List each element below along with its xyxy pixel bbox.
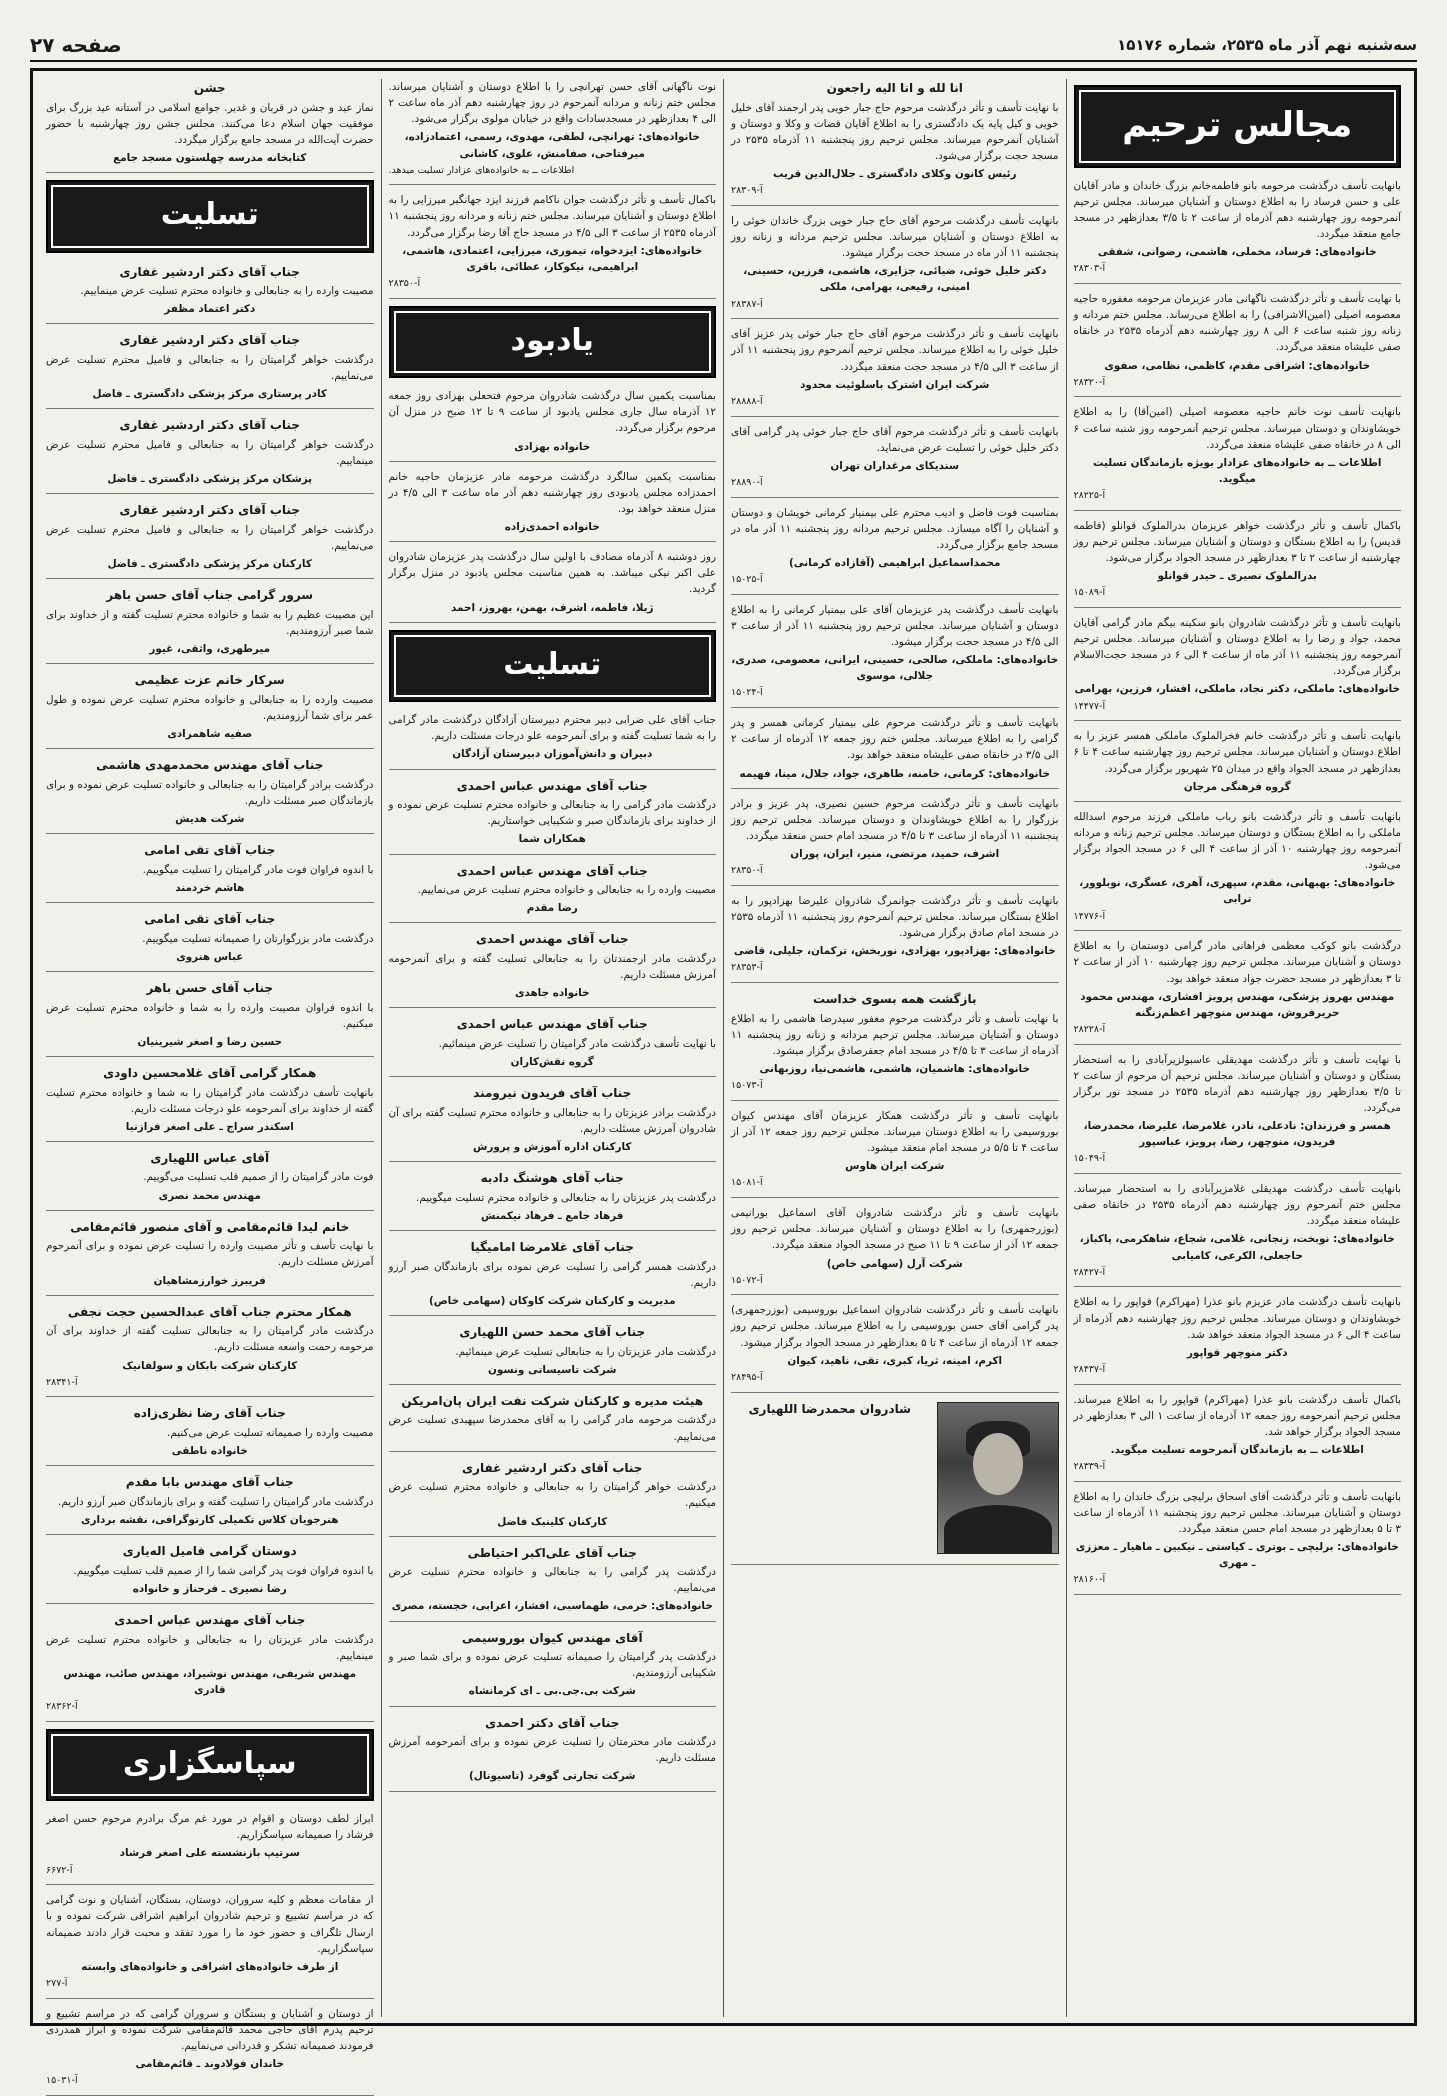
notice-body: بانهایت تأسف و تأثر درگذشت مرحوم آقای حاج جبار خوئی پدر گرامی آقای دکتر خلیل خوئی را تسلیت عرض می‌نماید. [731, 425, 1059, 454]
notice-signature: اشرف، حمید، مرتضی، منیر، ایران، پوران [790, 848, 1000, 861]
notice-body: این مصیبت عظیم را به شما و خانواده محترم تسلیت گفته و از خداوند برای شما صبر آرزومندیم. [46, 608, 374, 638]
notice-body: درگذشت مادر عزیزتان را به جنابعالی و خانواده محترم تسلیت عرض مینماییم. [46, 1633, 374, 1662]
banner-tasliat-1: تسلیت [46, 180, 374, 253]
notice-signature: خانواده‌های: ماملکی، صالحی، حسینی، ایرانی، معصومی، صدری، جلالی، موسوی [731, 654, 1059, 683]
notice-heading: جناب آقای تقی امامی [144, 912, 276, 927]
notice-code: آ-۲۸۸۸۸ [731, 395, 763, 407]
notice-signature: شرکت تاسیساتی ونسون [488, 1363, 617, 1376]
notice-body: با نهایت تأسف و تأثر درگذشت مهدیقلی عاسبولزیرآبادی را به استحضار بستگان و دوستان و آشنایان میرساند. مجلس ترحیم آن مرحوم از ساعت ۲ تا ۳/۵ بعدازظهر روز چهارشنبه دهم آذرماه ۲۵۳۵ در مسجد نور برگزار می‌گردد. [1073, 1053, 1401, 1114]
column-4 [39, 79, 381, 2087]
banner-tasliat-2: تسلیت [389, 630, 717, 703]
notice-code: آ-۱۵۰۲۴ [731, 687, 763, 699]
notice [731, 326, 1059, 416]
notice-signature: گروه نقش‌کاران [510, 1056, 594, 1069]
notice-body: درگذشت مرحومه مادر گرامی را به آقای محمدرضا سپهبدی تسلیت عرض می‌نماییم. [388, 1414, 716, 1443]
notice-signature: دکتر منوچهر قواپور [1186, 1346, 1288, 1359]
notice-body: بانهایت تأسف و تأثر درگذشت آقای اسحاق برلیچی بزرگ خاندان را به اطلاع دوستان و آشنایان میرساند. مجلس ترحیم روز پنجشنبه ۱۱ آذرماه از ساعت ۳ تا ۵ بعدازظهر در مسجد امام حسن منعقد میگردد. [1073, 1490, 1401, 1536]
notice-body: با اندوه فراوان مصیبت وارده را به شما و خانواده محترم تسلیت عرض میکنیم. [46, 1001, 374, 1030]
notice-heading: جناب آقای رضا نظری‌زاده [133, 1406, 286, 1421]
notice-heading: جناب آقای دکتر اردشیر غفاری [119, 418, 300, 433]
notice-body: با نهایت تأسف و تأثر مصیبت وارده را تسلیت عرض نموده و برای آنمرحوم آمرزش مسئلت داریم. [46, 1240, 374, 1269]
notice-body: بمناسبت یکمین سال درگذشت شادروان مرحوم فتحعلی بهزادی روز جمعه ۱۲ آذرماه سال جاری مجلس یادبود از ساعت ۹ تا ۱۲ صبح در منزل آن مرحوم برگزار می‌گردد. [388, 390, 716, 435]
notice-body: بانهایت تأسف نوت خانم حاجیه معصومه اصیلی (امین‌آقا) را به اطلاع خویشاوندان و دوستان میرساند. مجلس ترحیم آنمرحومه روز شنبه ساعت ۶ الی ۸ در خانقاه صفی علیشاه منعقد می‌گردد. [1073, 406, 1401, 451]
notice-body: بانهایت تأسف و تأثر درگذشت شادروان اسماعیل بوروسیمی (بوزرجمهری) پدر گرامی آقای حسن بوروسیمی را به اطلاع میرساند. مجلس ترحیم روز جمعه ۱۲ آذرماه از ساعت ۴ تا ۵ بعدازظهر در مسجد الجواد برگزار میشود. [731, 1304, 1059, 1349]
notice-signature: خانواده جاهدی [514, 987, 590, 1000]
notice-body: بانهایت تأسف درگذشت مرحوم آقای حاج جبار خویی بزرگ خاندان خوئی را به اطلاع دوستان و آشنایان میرساند. مجلس ترحیم مردانه و زنانه روز پنجشنبه ۱۱ آذر ماه در مسجد حجت برگزار میشود. [731, 214, 1059, 260]
notice-body: درگذشت پدر عزیزتان را به جنابعالی و خانواده محترم تسلیت میگوییم. [416, 1191, 716, 1204]
notice-heading: جناب آقای هوشنگ دادبه [480, 1171, 624, 1186]
notice-code: آ-۲۸۳۲۰ [1073, 376, 1106, 388]
notice-code: آ-۱۵۰۸۹ [1073, 587, 1106, 599]
notice-body: درگذشت مادر گرامی را به جنابعالی و خانواده محترم تسلیت عرض نموده و از خداوند برای بازماندگان صبر و شکیبایی خواستاریم. [388, 799, 716, 828]
notice [731, 1108, 1059, 1198]
notice-body: درگذشت خواهر گرامیتان را به جنابعالی و فامیل محترم تسلیت عرض می‌نماییم. [46, 354, 374, 383]
notice-heading: هیئت مدیره و کارکنان شرکت نفت ایران پان‌امریکن [401, 1393, 704, 1408]
notice [1074, 1392, 1402, 1482]
notice-body: درگذشت پدر گرامیتان را صمیمانه تسلیت عرض نموده و برای شما صبر و شکیبایی آرزومندیم. [388, 1651, 716, 1680]
notice [389, 469, 717, 543]
notice-body: از مقامات معظم و کلیه سروران، دوستان، بستگان، آشنایان و نوت گرامی که در مراسم تشییع و ترحیم شادروان ابراهیم اشراقی شرکت نموده و با ارسال تلگراف و حضور خود ما را مورد تفقد و محبت قرار دادند صمیمانه سپاسگزاریم. [46, 1894, 374, 1955]
notice-body: بانهایت تأسف و تأثر درگذشت مرحوم حسین نصیری، پدر عزیز و برادر بزرگوار را به اطلاع خویشاوندان و دوستان میرساند. مجلس ترحیم روز پنجشنبه ۱۱ آذرماه از ساعت ۳ تا ۴/۵ در مسجد امام حسن منعقد میگردد. [731, 797, 1059, 842]
notice [46, 501, 374, 579]
notice-body: درگذشت برادر گرامیتان را به جنابعالی و خانواده تسلیت عرض نموده و برای بازماندگان صبر مسئلت داریم. [46, 778, 374, 807]
notice-body: ابراز لطف دوستان و اقوام در مورد غم مرگ برادرم مرحوم حسن اصغر فرشاد را صمیمانه سپاسگزاریم. [46, 1813, 374, 1842]
notice [731, 213, 1059, 319]
notice-code: آ-۲۸۳۴۱ [46, 1376, 78, 1388]
notice-body: بانهایت تأسف و تأثر درگذشت شادروان بانو سکینه بیگم مادر گرامی آقایان محمد، جواد و رضا را به اطلاع دوستان و آشنایان میرساند. مجلس ترحیم آنمرحومه روز پنجشنبه ۱۱ آذر ماه از ساعت ۴ الی ۶ در مسجد حجت‌الاسلام برگزار می‌گردد. [1073, 616, 1401, 678]
notice-code: آ-۲۸۲۲۸ [1073, 1023, 1106, 1035]
notice [1074, 518, 1402, 608]
notice-heading: جناب آقای مهندس محمدمهدی هاشمی [96, 758, 324, 773]
notice-body: درگذشت خواهر گرامیتان را به جنابعالی و فامیل محترم تسلیت عرض می‌نماییم. [46, 523, 374, 553]
notice-signature: خانواده‌های: ایزدخواه، تیموری، میرزایی، اعتمادی، هاشمی، ابراهیمی، نیکوکار، عطائی، باقری [402, 244, 703, 273]
notice [46, 979, 374, 1057]
notice-heading: جناب آقای علی‌اکبر احتیاطی [467, 1545, 637, 1560]
notice [46, 1218, 374, 1296]
notice [389, 1323, 717, 1385]
notice-signature: میرطهری، واثقی، غیور [149, 643, 271, 656]
notice-heading: انا لله و انا الیه راجعون [826, 81, 963, 95]
col4-part-c [46, 1811, 374, 2096]
notice-signature: سندیکای مرغداران تهران [830, 459, 960, 472]
notice-signature: خانواده‌های: تهرانچی، لطفی، مهدوی، رسمی، اعتمادزاده، میرفتاحی، صفامنش، علوی، کاشانی [404, 131, 700, 160]
notice-body: فوت مادر گرامیتان را از صمیم قلب تسلیت می‌گوییم. [143, 1171, 374, 1184]
notice-signature: اطلاعات ــ به بازماندگان آنمرحومه تسلیت میگوید. [1110, 1444, 1364, 1456]
notice-heading: همکار محترم جناب آقای عبدالحسین حجت نجفی [67, 1304, 352, 1319]
notice-signature: کارکنان کلینیک فاضل [497, 1515, 608, 1528]
notice [46, 1892, 374, 1998]
notice-heading: همکار گرامی آقای غلامحسین داودی [103, 1065, 317, 1080]
notice [46, 910, 374, 972]
photo-caption: شادروان محمدرضا اللهیاری [748, 1401, 911, 1416]
page-number: صفحه ۲۷ [30, 33, 122, 57]
notice-code: آ-۲۸۳۸۷ [731, 298, 763, 310]
notice [46, 331, 374, 409]
notice-body: بانهایت تأسف درگذشت مرحومه بانو فاطمه‌خانم بزرگ خاندان و مادر آقایان علی و حسن فرساد را به اطلاع دوستان و آشنایان میرساند. مجلس ترحیم آنمرحومه روز چهارشنبه دهم آذرماه از ساعت ۲ تا ۳/۵ بعدازظهر در مسجد جامع منعقد میگردد. [1073, 179, 1401, 241]
notice-heading: جناب آقای مهندس بابا مقدم [125, 1475, 294, 1490]
notice-signature: حسین رضا و اصغر شیرینیان [137, 1035, 282, 1048]
notice-signature: فرهاد جامع ـ فرهاد نیکمنش [481, 1209, 624, 1222]
notice-heading: سرور گرامی جناب آقای حسن باهر [106, 588, 314, 603]
notice [731, 715, 1059, 789]
notice-body: بانهایت تأسف درگذشت مادر عزیزم بانو عذرا (مهراکرم) قواپور را به اطلاع خویشاوندان و دوستان میرساند. مجلس ترحیم روز چهارشنبه دهم آذرماه از ساعت ۴ الی ۶ در مسجد الجواد منعقد خواهد شد. [1073, 1296, 1401, 1341]
notice-body: با نهایت تأسف درگذشت مادر گرامیتان را تسلیت عرض مینمائیم. [438, 1037, 716, 1050]
notice-signature: هنرجویان کلاس تکمیلی کارتوگرافی، نقشه برداری [80, 1513, 339, 1526]
notice-signature: شرکت ایران هاوس [845, 1160, 945, 1173]
notice-heading: جناب آقای مهندس عباس احمدی [456, 863, 648, 878]
notice-body: بمناسبت فوت فاضل و ادیب محترم علی بیمنیار کرمانی خویشان و دوستان و آشنایان را آگاه میسازد. مجلس ترحیم مردانه روز پنجشنبه ۱۱ آذر ماه در مسجد جامع برگزار می‌گردد. [731, 506, 1059, 551]
notice [731, 796, 1059, 886]
notice-signature: خانواده‌های: اشراقی مقدم، کاظمی، نظامی، صفوی [1104, 359, 1371, 372]
notice [731, 1205, 1059, 1295]
notice-signature: کادر پرستاری مرکز پزشکی دادگستری ـ فاضل [92, 388, 327, 401]
notice-heading: جناب آقای دکتر اردشیر غفاری [119, 503, 300, 518]
page-frame [30, 68, 1417, 2087]
notice-heading: جناب آقای دکتر احمدی [485, 1715, 620, 1730]
notice [46, 1149, 374, 1211]
banner-yadbood: یادبود [389, 306, 717, 379]
col4-part-a [46, 79, 374, 173]
notice-body: بانهایت تأسف و تأثر درگذشت شادروان آقای اسماعیل بورانیمی (بوزرجمهری) را به اطلاع دوستان و آشنایان میرساند. مجلس ترحیم روز جمعه ۱۲ آذر از ساعت ۹ تا ۱۱ صبح در مسجد الجواد منعقد میگردد. [731, 1207, 1059, 1252]
notice-body: باکمال تأسف و تأثر درگذشت جوان ناکامم فرزند ایزد جهانگیر میرزایی را به اطلاع دوستان و آشنایان میرساند. مجلس ختم زنانه و مردانه روز پنجشنبه ۱۱ آذرماه ۲۵۳۵ از ساعت ۳ الی ۴/۵ در مسجد حاج آقا رضا برگزار می‌گردد. [388, 194, 716, 239]
notice-signature: مهندس بهروز پزشکی، مهندس پرویز افشاری، مهندس محمود حریرفروش، مهندس منوچهر اعظم‌زنگنه [1080, 990, 1395, 1019]
notice [1074, 728, 1402, 802]
notice-code: آ-۱۴۴۷۷ [1073, 700, 1106, 712]
notice-body: با نهایت تأسف و تأثر درگذشت مرحوم مغفور سیدرضا هاشمی را به اطلاع دوستان و آشنایان میرساند. مجلس ترحیم مردانه و زنانه روز پنجشنبه ۱۱ آذرماه از ساعت ۳ تا ۴/۵ در مسجد امام جعفرصادق برگزار میشود. [731, 1012, 1059, 1057]
notice-heading: جناب آقای فریدون نیرومند [473, 1086, 632, 1101]
notice-code: آ-۲۸۴۹۵ [731, 1371, 763, 1383]
notice [389, 930, 717, 1008]
notice-signature: دکتر اعتماد مظفر [164, 303, 256, 316]
notice-code: آ-۱۵۰۲۵ [731, 574, 763, 586]
notice-body: از دوستان و آشنایان و بستگان و سروران گرامی که در مراسم تشییع و ترحیم پدرم آقای حاجی محمد قائم‌مقامی شرکت نموده و ابراز همدردی فرمودند صمیمانه تشکر و قدردانی می‌نماییم. [46, 2007, 374, 2052]
notice [46, 586, 374, 664]
notice [46, 841, 374, 903]
notice-code: آ-۱۵۰۴۹ [1073, 1153, 1106, 1165]
notice-signature: خانواده‌های: خرمی، طهماسبی، افشار، اعرابی، خجسته، مصری [391, 1600, 713, 1613]
notice-heading: جناب آقای تقی امامی [144, 843, 276, 858]
notice-heading: جناب آقای غلامرضا امامیگیا [470, 1240, 634, 1254]
notice-code: آ-۲۸۴۳۷ [1073, 1363, 1106, 1375]
notice [731, 602, 1059, 708]
notice-signature: شرکت هدیش [175, 813, 245, 826]
notice [1074, 1294, 1402, 1384]
notice-code: آ-۲۸۳۵۳ [731, 962, 763, 974]
notice-code: آ-۲۸۴۲۷ [1073, 1266, 1106, 1278]
col3-part-c [389, 712, 717, 1791]
notice-code: آ-۲۸۳۶۲ [46, 1701, 78, 1712]
notice-body: با اندوه فراوان فوت پدر گرامی شما را از صمیم قلب تسلیت میگوییم. [73, 1564, 374, 1577]
notice-body: بانهایت تأسف و تأثر درگذشت جوانمرگ شادروان علیرضا بهزادپور را به اطلاع بستگان میرساند. مجلس ترحیم آنمرحوم روز پنجشنبه ۱۱ آذرماه ۲۵۳۵ در مسجد امام صادق برگزار می‌شود. [731, 894, 1059, 940]
col3-part-a [389, 79, 717, 299]
notice-signature: ژیلا، فاطمه، اشرف، بهمن، بهروز، احمد [451, 601, 654, 614]
notice-body: درگذشت مادر گرامیتان را تسلیت گفته و برای بازماندگان صبر آرزو داریم. [58, 1495, 374, 1508]
notice [1074, 1181, 1402, 1287]
notice-signature: خانواده‌های: ماملکی، دکتر نجاد، ماملکی، افشار، فرزین، بهرامی [1074, 683, 1401, 696]
notice-heading: جناب آقای مهندس عباس احمدی [114, 1612, 306, 1627]
notice [389, 862, 717, 924]
notice-signature: محمداسماعیل ابراهیمی (آقازاده کرمانی) [789, 556, 1001, 569]
notice-signature: خاندان فولادوند ـ قائم‌مقامی [135, 2058, 284, 2071]
notice [389, 79, 717, 185]
notice [731, 893, 1059, 983]
notice-signature: مهندس شریفی، مهندس نوشیراد، مهندس صائب، مهندس قادری [63, 1667, 357, 1696]
notice-body: بانهایت تأسف و تأثر درگذشت خانم فخرالملوک ماملکی همسر عزیز را به اطلاع دوستان و آشنایان میرساند. مجلس ترحیم روز چهارشنبه ساعت ۴ تا ۶ بعدازظهر در مسجد الجواد واقع در میدان ۲۵ شهریور برگزار می‌گردد. [1073, 730, 1401, 775]
notice-code: آ-۱۵۰۷۳ [731, 1080, 763, 1092]
notice-signature: خانواده‌های: برلیچی ـ بوتری ـ کیاستی ـ نیکبین ـ ماهیار ـ معززی ـ مهری [1075, 1541, 1399, 1570]
notice-body: بانهایت تأسف درگذشت مهدیقلی غلامزیرآبادی را به استحضار میرساند. مجلس ختم آنمرحوم روز چهارشنبه دهم آذرماه ۲۵۳۵ در خانقاه صفی علیشاه منعقد میگردد. [1073, 1183, 1402, 1228]
notice-signature: خانواده ناطقی [171, 1445, 248, 1458]
notice-body: باکمال تأسف درگذشت بانو عذرا (مهراکرم) قواپور را به اطلاع میرساند. مجلس ترحیم آنمرحومه روز جمعه ۱۲ آذرماه از ساعت ۱ الی ۳ بعدازظهر در مسجد الجواد برگزار خواهد شد. [1073, 1393, 1402, 1438]
notice-body: بانهایت تأسف و تأثر درگذشت مرحوم علی بیمنیار کرمانی همسر و پدر گرامی را به اطلاع میرساند. مجلس ختم روز جمعه ۱۲ آذرماه از ساعت ۲ الی ۳/۵ در خانقاه صفی علیشاه منعقد خواهد بود. [731, 717, 1059, 762]
notice-body: درگذشت مادر محترمتان را تسلیت عرض نموده و برای آنمرحومه آمرزش مسئلت داریم. [388, 1736, 716, 1765]
notice-signature: گروه فرهنگی مرجان [1183, 780, 1291, 793]
notice [389, 1169, 717, 1231]
notice-signature: کارکنان شرکت بابکان و سولفانیک [122, 1359, 298, 1372]
notice [731, 424, 1059, 498]
notice-body: مصیبت وارده را صمیمانه تسلیت عرض می‌کنیم. [167, 1426, 374, 1439]
notice-signature: کارکنان مرکز پزشکی دادگستری ـ فاضل [107, 558, 312, 571]
notice-heading: بازگشت همه بسوی خداست [813, 992, 977, 1007]
col2-notices [731, 79, 1059, 1393]
column-2 [723, 79, 1066, 2017]
notice [389, 1459, 717, 1537]
notice-signature: اطلاعات ــ به خانواده‌های عزادار بویژه بازماندگان تسلیت میگوید. [1093, 456, 1382, 485]
notice-code: اطلاعات ــ به خانواده‌های عزادار تسلیت میدهد. [388, 164, 575, 176]
notice-body: درگذشت مادر گرامیتان را به جنابعالی تسلیت گفته از خداوند برای آن مرحومه رحمت واسعه مسئلت داریم. [46, 1325, 374, 1354]
notice-heading: جشن [193, 81, 226, 95]
notice-signature: مدیریت و کارکنان شرکت کاوکان (سهامی خاص) [428, 1294, 676, 1307]
notice-heading: جناب آقای دکتر اردشیر غفاری [462, 1460, 643, 1475]
notice-heading: جناب آقای مهندس عباس احمدی [456, 1017, 648, 1032]
notice [389, 1629, 717, 1707]
notice-code: آ-۲۸۲۲۵ [1073, 490, 1106, 501]
notice [389, 388, 717, 462]
notice-signature: رئیس کانون وکلای دادگستری ـ جلال‌الدین قریب [772, 168, 1017, 181]
notice-signature: عباس هنروی [176, 950, 244, 963]
notice-body: با نهایت تأسف و تأثر درگذشت ناگهانی مادر عزیزمان مرحومه مغفوره حاجیه معصومه اصیلی (امین‌الاشرافی) را به اطلاع می‌رساند. مجلس ختم مردانه و زنانه روز شنبه ساعت ۶ الی ۸ روز چهارشنبه دهم آذرماه ۲۵۳۵ در خانقاه صفی علیشاه منعقد می‌گردد. [1073, 293, 1401, 354]
notice-body: درگذشت خواهر گرامیتان را به جنابعالی و فامیل محترم تسلیت عرض مینماییم. [46, 439, 374, 468]
notice-signature: سرتیپ بازنشسته علی اصغر فرشاد [119, 1847, 300, 1860]
notice-signature: خانواده‌های: کرمانی، خامنه، طاهری، جواد، جلال، مینا، فهیمه [739, 767, 1050, 780]
notice-body: جناب آقای علی ضرابی دبیر محترم دبیرستان آزادگان درگذشت مادر گرامی را به شما تسلیت گفته و برای آنمرحومه علو درجات مسئلت داریم. [388, 714, 716, 743]
notice [389, 712, 717, 769]
notice-signature: شرکت بی.جی.بی ـ ای کرمانشاه [468, 1685, 636, 1698]
notice-signature: همکاران شما [518, 833, 586, 846]
notice [731, 1302, 1059, 1392]
notice-code: آ-۲۷۷ [46, 1977, 68, 1989]
notice-code: آ-۲۸۱۶۰ [1073, 1574, 1106, 1586]
photo-face [973, 1433, 1023, 1495]
notice-signature: شرکت آرل (سهامی خاص) [826, 1257, 963, 1270]
notice-body: درگذشت همسر گرامی را تسلیت عرض نموده برای بازماندگان صبر آرزو داریم. [388, 1260, 716, 1289]
notice-code: آ-۱۵۰۸۱ [731, 1177, 763, 1189]
notice-body: مصیبت وارده را به جنابعالی و خانواده محترم تسلیت عرض مینماییم. [80, 285, 374, 298]
notice [389, 1714, 717, 1792]
notice-signature: بدرالملوک نصیری ـ حیدر قوانلو [1157, 570, 1317, 583]
notice-heading: خانم لیدا قائم‌مقامی و آقای منصور قائم‌مقامی [70, 1219, 350, 1234]
notice-body: درگذشت بانو کوکب معظمی فراهانی مادر گرامی دوستمان را به اطلاع دوستان و آشنایان میرساند. مجلس ترحیم روز چهارشنبه ۱۰ آذر از ساعت ۲ تا ۳ بعدازظهر در مسجد حضرت جواد منعقد خواهد بود. [1073, 940, 1401, 985]
notice-signature: فریبرز خوارزمشاهیان [153, 1274, 266, 1287]
notice-body: درگذشت مادر ارجمندتان را به جنابعالی تسلیت گفته و برای آنمرحومه آمرزش مسئلت داریم. [388, 952, 716, 982]
notice [46, 1542, 374, 1604]
notice [46, 1811, 374, 1885]
notice-signature: پزشکان مرکز پزشکی دادگستری ـ فاضل [107, 473, 313, 486]
notice-body: بانهایت تأسف و تأثر درگذشت بانو رباب ماملکی فرزند مرحوم اسدالله ماملکی را به اطلاع بستگان و دوستان میرساند. مجلس ترحیم زنانه و مردانه آنمرحومه روز چهارشنبه ۱۰ آذر از ساعت ۴ الی ۶ در مسجد الجواد برگزار می‌شود. [1073, 810, 1401, 872]
notice-signature: خانواده‌های: نوبخت، زنجانی، غلامی، شجاع، شاهکرمی، پاکباز، حاجعلی، الکرعی، کامیابی [1079, 1233, 1395, 1262]
notice-body: مصیبت وارده را به جنابعالی و خانواده محترم تسلیت عرض نموده و طول عمر برای شما آرزومندیم. [46, 693, 374, 723]
col4-part-b [46, 263, 374, 1722]
notice [389, 1238, 717, 1316]
notice [731, 79, 1059, 206]
notice [389, 1084, 717, 1162]
notice-heading: آقای عباس اللهیاری [150, 1150, 270, 1165]
notice-heading: آقای مهندس کیوان بوروسیمی [461, 1630, 643, 1645]
col3-part-b [389, 388, 717, 623]
notice-body: باکمال تأسف و تأثر درگذشت خواهر عزیزمان بدرالملوک قوانلو (فاطمه قدیس) را به اطلاع بستگان و دوستان و آشنایان میرساند. مجلس ترحیم روز چهارشنبه از ساعت ۲ تا ۳ بعدازظهر در مسجد الجواد برگزار می‌شود. [1073, 519, 1401, 564]
notice-body: با نهایت تأسف و تأثر درگذشت مرحوم حاج جبار خویی پدر ارجمند آقای خلیل خویی و کیل پایه یک دادگستری را به اطلاع آقایان قضات و وکلا و دوستان و آشنایان آنمرحوم میرساند. مجلس ترحیم روز پنجشنبه ۱۱ آذرماه ۲۵۳۵ در مسجد حجت برگزار می‌شود. [731, 101, 1059, 162]
notice-body: مصیبت وارده را به جنابعالی و خانواده محترم تسلیت عرض می‌نماییم. [417, 884, 716, 897]
notice-body: درگذشت مادر عزیزتان را به جنابعالی تسلیت عرض مینمائیم. [455, 1345, 716, 1358]
notice [46, 79, 374, 173]
notice-signature: از طرف خانواده‌های اشراقی و خانواده‌های وابسته [81, 1960, 339, 1973]
notice-body: درگذشت مادر بزرگوارتان را صمیمانه تسلیت میگوییم. [142, 932, 374, 945]
notice [46, 1064, 374, 1142]
notice [46, 671, 374, 749]
notice [1074, 178, 1402, 284]
notice-signature: خانواده‌های: بهبهانی، مقدم، سپهری، آهری، عسگری، نوبلوور، ترابی [1079, 877, 1396, 906]
notice [1074, 1489, 1402, 1595]
notice-signature: اکرم، امینه، ثریا، کبری، تقی، ناهید، کیوان [787, 1354, 1003, 1367]
notice [731, 990, 1059, 1101]
notice [1074, 938, 1402, 1044]
notice [1074, 1052, 1402, 1174]
notice-body: درگذشت برادر عزیزتان را به جنابعالی و خانواده محترم تسلیت گفته برای آن شادروان آمرزش مسئلت داریم. [388, 1106, 716, 1135]
notice-body: نوت ناگهانی آقای حسن تهرانچی را با اطلاع دوستان و آشنایان میرساند. مجلس ختم زنانه و مردانه آنمرحوم در روز چهارشنبه دهم آذر ماه ساعت ۲ الی ۴ بعدازظهر در مسجدسادات واقع در خیابان مولوی برگزار می‌شود. [388, 81, 716, 126]
notice-code: آ-۱۵۰۳۱ [46, 2075, 78, 2087]
col1-notices [1074, 178, 1402, 1596]
notice-heading: جناب آقای مهندس عباس احمدی [456, 778, 648, 793]
notice-signature: خانواده‌های: بهزادپور، بهزادی، نوربخش، ترکمان، جلیلی، قاضی [733, 945, 1056, 958]
notice-heading: جناب آقای مهندس احمدی [475, 932, 629, 947]
notice [46, 2006, 374, 2096]
notice-signature: اسکندر سراج ـ علی اصغر فرازنیا [125, 1120, 294, 1133]
notice-code: آ-۲۸۳۰۹ [731, 185, 763, 197]
notice-code: آ-۲۸۳۰۳ [1073, 263, 1106, 275]
notice-body: درگذشت پدر گرامی را به جنابعالی و خانواده محترم تسلیت عرض می‌نماییم. [388, 1566, 716, 1595]
notice [1074, 615, 1402, 721]
notice-code: آ-۲۸۳۵۰ [388, 277, 421, 289]
notice [731, 505, 1059, 595]
notice [46, 756, 374, 834]
notice-body: بمناسبت یکمین سالگرد درگذشت مرحومه مادر عزیزمان حاجیه خانم احمدزاده مجلس یادبودی روز چهارشنبه دهم آذر ماه ساعت ۳ الی ۴/۵ در منزل منعقد خواهد بود. [388, 470, 716, 515]
portrait-photo [937, 1402, 1059, 1554]
photo-shoulders [944, 1505, 1052, 1553]
columns [39, 79, 1408, 2087]
notice [1074, 291, 1402, 397]
notice [46, 1611, 374, 1722]
column-1 [1066, 79, 1409, 2017]
notice-code: آ-۲۸۸۹۰ [731, 476, 763, 488]
notice-code: آ-۲۸۳۵۰ [731, 865, 763, 877]
notice-heading: جناب آقای محمد حسن اللهیاری [459, 1324, 646, 1339]
notice-signature: خانواده بهزادی [514, 440, 591, 453]
notice-body: بانهایت تأسف و تأثر درگذشت همکار عزیزمان آقای مهندس کیوان بوروسیمی را به اطلاع دوستان میرساند. مجلس ترحیم روز جمعه ۱۲ آذر از ساعت ۴ تا ۵/۵ در مسجد امام منعقد میشود. [731, 1109, 1059, 1155]
notice [389, 192, 717, 298]
notice-heading: جناب آقای دکتر اردشیر غفاری [119, 333, 300, 348]
notice-signature: دکتر خلیل خوئی، ضیائی، جزایری، هاشمی، فرزین، حسینی، امینی، رفیعی، بهرامی، ملکی [743, 265, 1047, 294]
notice [46, 416, 374, 494]
notice-signature: مهندس محمد نصری [158, 1189, 261, 1202]
notice-body: درگذشت خواهر گرامیتان را به جنابعالی و خانواده محترم تسلیت عرض میکنیم. [388, 1481, 716, 1510]
notice-heading: سرکار خانم عزت عظیمی [134, 673, 285, 688]
notice [389, 1392, 717, 1452]
notice-signature: خانواده‌های: فرساد، مخملی، هاشمی، رضوانی، شفقی [1097, 246, 1377, 259]
notice [1074, 809, 1402, 931]
notice-heading: جناب آقای دکتر اردشیر غفاری [119, 264, 300, 279]
notice-body: روز دوشنبه ۸ آذرماه مصادف با اولین سال درگذشت پدر عزیزمان شادروان علی اکبر نیکی میباشد. به همین مناسبت مجلس یادبود در منزل برگزار گردید. [388, 551, 716, 596]
notice [389, 777, 717, 855]
notice-body: بانهایت تأسف درگذشت مادر گرامیتان را به شما و خانواده محترم تسلیت گفته از خداوند برای آنمرحومه علو درجات مسئلت داریم. [46, 1086, 374, 1115]
notice [389, 1544, 717, 1622]
notice [46, 263, 374, 325]
notice-code: آ-۱۵۰۷۲ [731, 1274, 763, 1286]
notice [46, 1473, 374, 1535]
notice-heading: جناب آقای حسن باهر [146, 980, 274, 995]
notice-body: بانهایت تأسف و تأثر درگذشت مرحوم آقای حاج جبار خوئی پدر عزیز آقای خلیل خوئی را به اطلاع میرساند. مجلس ترحیم آنمرحوم روز پنجشنبه ۱۱ آذر از ساعت ۳ الی ۴/۵ در مسجد حجت منعقد میگردد. [731, 328, 1059, 373]
photo-notice [731, 1400, 1059, 1565]
notice-signature: شرکت تجارتی گوفرد (تاسیونال) [468, 1770, 636, 1783]
notice [46, 1404, 374, 1466]
notice-signature: دبیران و دانش‌آموزان دبیرستان آزادگان [452, 748, 653, 761]
notice-signature: رضا نصیری ـ فرحناز و خانواده [132, 1582, 287, 1595]
banner-majales: مجالس ترحیم [1074, 85, 1402, 168]
notice-body: بانهایت تأسف درگذشت پدر عزیزمان آقای علی بیمنیار کرمانی را به اطلاع دوستان و آشنایان میرساند. مجلس ترحیم روز پنجشنبه ۱۱ آذر از ساعت ۳ الی ۴/۵ در مسجد حجت برگزار میشود. [731, 603, 1059, 649]
notice [46, 1303, 374, 1398]
notice-heading: دوستان گرامی فامیل اله‌یاری [122, 1544, 297, 1559]
notice-code: آ-۱۴۷۷۶ [1073, 910, 1106, 922]
notice-signature: خانواده احمدی‌زاده [504, 521, 600, 534]
notice-signature: کتابخانه مدرسه چهلستون مسجد جامع [113, 151, 307, 164]
notice [389, 1015, 717, 1077]
notice-signature: خانواده‌های: هاشمیان، هاشمی، هاشمی‌نیا، روزبهانی [759, 1063, 1030, 1076]
issue-date: سه‌شنبه نهم آذر ماه ۲۵۳۵، شماره ۱۵۱۷۶ [1117, 36, 1417, 54]
notice-signature: هاشم خردمند [175, 881, 245, 894]
notice-signature: کارکنان اداره آموزش و پرورش [473, 1141, 632, 1154]
notice-signature: رضا مقدم [526, 902, 578, 915]
notice-code: آ-۲۸۳۳۹ [1073, 1461, 1106, 1473]
page-header [30, 30, 1417, 62]
notice-signature: همسر و فرزندان: نادعلی، نادر، غلامرضا، علیرضا، محمدرضا، فریدون، منوچهر، رضا، پرویز، عباسپور [1083, 1120, 1391, 1149]
notice-code: آ-۶۶۷۲ [46, 1864, 73, 1876]
notice-signature: شرکت ایران اشترک باسلوئیت محدود [800, 378, 990, 391]
notice-body: با اندوه فراوان فوت مادر گرامیتان را تسلیت میگوییم. [142, 863, 374, 876]
banner-sepasgozari: سپاسگزاری [46, 1729, 374, 1802]
notice [1074, 404, 1402, 510]
notice-body: نماز عید و جشن در قربان و غدیر. جوامع اسلامی در آستانه عید بزرگ برای موفقیت جهان اسلام دعا می‌کنند. مجلس جشن روز چهارشنبه با حضور حضرت آیت‌الله در مسجد جامع برگزار میگردد. [46, 101, 374, 146]
notice [389, 549, 717, 623]
column-3 [381, 79, 724, 2017]
notice-signature: صفیه شاهمرادی [167, 728, 253, 741]
